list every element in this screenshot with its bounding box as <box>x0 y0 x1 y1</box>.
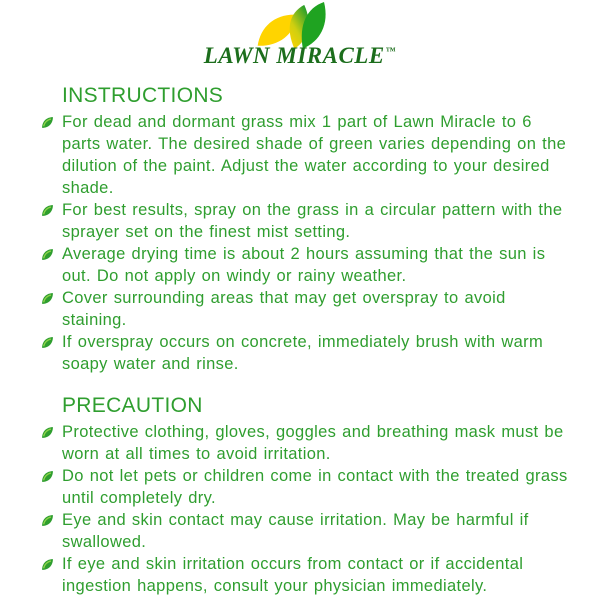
list-item-text: Protective clothing, gloves, goggles and breathing mask must be worn at all times to avoid irritation. <box>62 423 564 463</box>
trademark-symbol: ™ <box>385 46 397 58</box>
list-item <box>41 509 568 553</box>
section-heading-precaution: PRECAUTION <box>62 394 203 417</box>
brand-logo <box>0 2 600 67</box>
list-item <box>41 421 568 465</box>
leaf-bullet-icon <box>41 336 54 349</box>
list-item <box>41 111 568 199</box>
list-item-text: Cover surrounding areas that may get overspray to avoid staining. <box>62 289 506 329</box>
section-instructions <box>41 84 568 375</box>
leaf-bullet-icon <box>41 558 54 571</box>
list-item-text: Eye and skin contact may cause irritation. May be harmful if swallowed. <box>62 511 529 551</box>
leaf-bullet-icon <box>41 116 54 129</box>
leaf-bullet-icon <box>41 470 54 483</box>
list-item <box>41 243 568 287</box>
brand-name <box>0 44 600 67</box>
list-item-text: For best results, spray on the grass in a circular pattern with the sprayer set on the finest mist setting. <box>62 201 563 241</box>
label-content <box>41 84 568 597</box>
list-item-text: Do not let pets or children come in contact with the treated grass until completely dry. <box>62 467 568 507</box>
section-precaution <box>41 394 568 597</box>
list-item-text: If eye and skin irritation occurs from contact or if accidental ingestion happens, consult your physician immediately. <box>62 555 524 595</box>
list-item-text: For dead and dormant grass mix 1 part of Lawn Miracle to 6 parts water. The desired shade of green varies depending on the dilution of the paint. Adjust the water according to your desired shade. <box>62 113 567 197</box>
leaf-bullet-icon <box>41 248 54 261</box>
precaution-list <box>41 421 568 597</box>
instructions-list <box>41 111 568 375</box>
list-item <box>41 553 568 597</box>
section-heading-instructions: INSTRUCTIONS <box>62 84 224 107</box>
list-item-text: Average drying time is about 2 hours assuming that the sun is out. Do not apply on windy or rainy weather. <box>62 245 546 285</box>
list-item <box>41 465 568 509</box>
leaf-bullet-icon <box>41 292 54 305</box>
list-item <box>41 199 568 243</box>
leaf-bullet-icon <box>41 426 54 439</box>
leaf-bullet-icon <box>41 514 54 527</box>
leaf-bullet-icon <box>41 204 54 217</box>
list-item-text: If overspray occurs on concrete, immediately brush with warm soapy water and rinse. <box>62 333 544 373</box>
brand-name-text: LAWN MIRACLE <box>203 43 385 68</box>
list-item <box>41 331 568 375</box>
list-item <box>41 287 568 331</box>
